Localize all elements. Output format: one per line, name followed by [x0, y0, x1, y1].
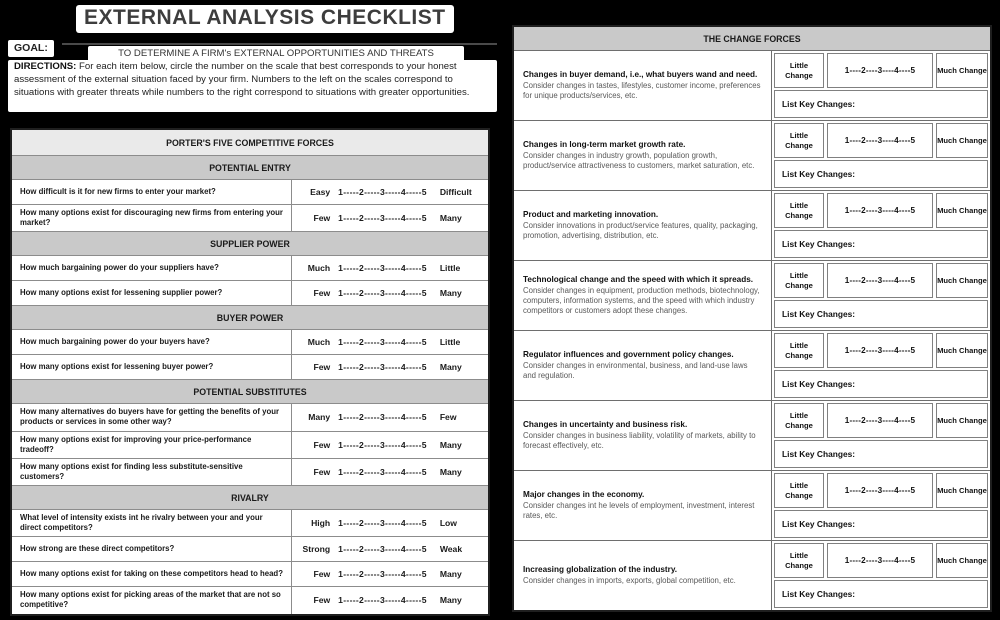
change-force-title: Regulator influences and government policy changes.: [523, 349, 734, 359]
scale-left-label: Few: [313, 569, 331, 580]
much-change-label: Much Change: [936, 53, 988, 88]
question-text: How many options exist for discouraging new firms from entering your market?: [12, 205, 292, 231]
rating-scale-row: [774, 473, 988, 508]
scale-right-label: Low: [439, 518, 457, 529]
change-force-row: [514, 330, 990, 400]
rating-scale[interactable]: [292, 330, 488, 354]
question-row: [12, 562, 488, 587]
question-text: How many options exist for lessening supplier power?: [12, 281, 292, 305]
little-change-label: Little Change: [774, 123, 824, 158]
list-key-changes-field[interactable]: List Key Changes:: [774, 230, 988, 258]
rating-scale[interactable]: [292, 459, 488, 485]
rating-scale[interactable]: [292, 256, 488, 280]
scale-right-label: Many: [439, 595, 462, 606]
change-force-detail: Consider changes in business liability, volatility of markets, ability to forecast effectively, etc.: [523, 431, 756, 451]
list-key-changes-field[interactable]: List Key Changes:: [774, 510, 988, 538]
rating-scale[interactable]: [292, 562, 488, 586]
rating-scale-row: [774, 263, 988, 298]
goal-divider-line: [62, 43, 497, 45]
question-row: [12, 281, 488, 306]
scale-right-label: Many: [439, 288, 462, 299]
page-title: EXTERNAL ANALYSIS CHECKLIST: [76, 5, 454, 33]
much-change-label: Much Change: [936, 403, 988, 438]
list-key-changes-field[interactable]: List Key Changes:: [774, 580, 988, 608]
much-change-label: Much Change: [936, 123, 988, 158]
rating-scale-row: [774, 123, 988, 158]
change-force-description: [514, 51, 772, 120]
rating-scale[interactable]: [292, 587, 488, 613]
question-text: How difficult is it for new firms to enter your market?: [12, 180, 292, 204]
little-change-label: Little Change: [774, 473, 824, 508]
question-row: [12, 355, 488, 380]
little-change-label: Little Change: [774, 333, 824, 368]
scale-left-label: Many: [308, 412, 331, 423]
rating-scale[interactable]: 1----2----3----4----5: [827, 333, 933, 368]
scale-right-label: Many: [439, 569, 462, 580]
question-row: [12, 404, 488, 431]
porter-table-title: PORTER'S FIVE COMPETITIVE FORCES: [12, 130, 488, 156]
rating-scale[interactable]: [292, 281, 488, 305]
scale-numbers[interactable]: 1-----2-----3-----4-----5: [338, 595, 427, 606]
scale-left-label: Few: [313, 595, 331, 606]
scale-right-label: Little: [439, 263, 461, 274]
change-force-title: Changes in long-term market growth rate.: [523, 139, 686, 149]
rating-scale[interactable]: 1----2----3----4----5: [827, 193, 933, 228]
question-text: How many options exist for improving your price-performance tradeoff?: [12, 432, 292, 458]
scale-numbers[interactable]: 1-----2-----3-----4-----5: [338, 362, 427, 373]
rating-area: [772, 541, 990, 610]
change-force-row: [514, 540, 990, 610]
rating-scale-row: [774, 53, 988, 88]
little-change-label: Little Change: [774, 193, 824, 228]
little-change-label: Little Change: [774, 403, 824, 438]
rating-area: [772, 51, 990, 120]
change-force-detail: Consider changes in equipment, production methods, biotechnology, computers, information systems, and the speed with which industry competitors or customers adopt these changes.: [523, 285, 760, 316]
scale-right-label: Little: [439, 337, 461, 348]
scale-right-label: Many: [439, 439, 462, 450]
change-force-row: [514, 51, 990, 120]
rating-scale[interactable]: [292, 404, 488, 430]
directions-label: DIRECTIONS:: [14, 61, 77, 72]
much-change-label: Much Change: [936, 263, 988, 298]
scale-numbers[interactable]: 1-----2-----3-----4-----5: [338, 288, 427, 299]
change-force-title: Technological change and the speed with which it spreads.: [523, 274, 754, 284]
question-text: How many options exist for picking areas of the market that are not so competitive?: [12, 587, 292, 613]
question-row: [12, 180, 488, 205]
scale-numbers[interactable]: 1-----2-----3-----4-----5: [338, 337, 427, 348]
change-force-title: Product and marketing innovation.: [523, 209, 659, 219]
change-force-title: Increasing globalization of the industry.: [523, 564, 678, 574]
scale-numbers[interactable]: 1-----2-----3-----4-----5: [338, 263, 427, 274]
change-force-row: [514, 470, 990, 540]
scale-left-label: Few: [313, 288, 331, 299]
scale-numbers[interactable]: 1-----2-----3-----4-----5: [338, 439, 427, 450]
question-text: How much bargaining power do your buyers have?: [12, 330, 292, 354]
change-force-detail: Consider changes in environmental, business, and land-use laws and regulation.: [523, 361, 748, 381]
goal-text: TO DETERMINE A FIRM's EXTERNAL OPPORTUNITIES AND THREATS: [88, 46, 464, 62]
question-text: How many options exist for finding less substitute-sensitive customers?: [12, 459, 292, 485]
rating-scale[interactable]: [292, 537, 488, 561]
question-text: How many options exist for lessening buyer power?: [12, 355, 292, 379]
question-text: How much bargaining power do your suppliers have?: [12, 256, 292, 280]
question-text: How strong are these direct competitors?: [12, 537, 292, 561]
rating-scale[interactable]: 1----2----3----4----5: [827, 53, 933, 88]
scale-numbers[interactable]: 1-----2-----3-----4-----5: [338, 544, 427, 555]
rating-scale-row: [774, 403, 988, 438]
question-row: [12, 587, 488, 613]
scale-numbers[interactable]: 1-----2-----3-----4-----5: [338, 187, 427, 197]
porter-forces-table: [10, 128, 490, 616]
change-force-title: Changes in uncertainty and business risk.: [523, 419, 688, 429]
goal-label: GOAL:: [8, 40, 54, 57]
change-force-description: [514, 191, 772, 260]
rating-scale[interactable]: 1----2----3----4----5: [827, 123, 933, 158]
rating-scale[interactable]: [292, 205, 488, 231]
scale-numbers[interactable]: 1-----2-----3-----4-----5: [338, 569, 427, 580]
question-text: What level of intensity exists int he rivalry between your and your direct competitors?: [12, 510, 292, 536]
scale-left-label: Few: [313, 362, 331, 373]
scale-numbers[interactable]: 1-----2-----3-----4-----5: [338, 518, 427, 529]
rating-scale[interactable]: [292, 180, 488, 204]
scale-right-label: Weak: [439, 544, 463, 555]
little-change-label: Little Change: [774, 53, 824, 88]
scale-left-label: Easy: [310, 187, 331, 197]
change-forces-table: [512, 25, 992, 612]
change-force-detail: Consider innovations in product/service features, quality, packaging, promotion, advertising, distribution, etc.: [523, 221, 758, 241]
change-force-row: [514, 400, 990, 470]
question-text: How many options exist for taking on these competitors head to head?: [12, 562, 292, 586]
much-change-label: Much Change: [936, 193, 988, 228]
scale-right-label: Difficult: [439, 187, 472, 197]
section-header: POTENTIAL ENTRY: [12, 156, 488, 180]
question-row: [12, 459, 488, 486]
scale-left-label: Few: [313, 439, 331, 450]
rating-scale[interactable]: [292, 510, 488, 536]
question-row: [12, 256, 488, 281]
question-text: How many alternatives do buyers have for getting the benefits of your products or services in some other way?: [12, 404, 292, 430]
question-row: [12, 432, 488, 459]
scale-left-label: Strong: [302, 544, 331, 555]
change-force-description: [514, 541, 772, 610]
scale-left-label: High: [311, 518, 331, 529]
rating-scale-row: [774, 193, 988, 228]
rating-area: [772, 331, 990, 400]
rating-scale[interactable]: 1----2----3----4----5: [827, 543, 933, 578]
scale-right-label: Many: [439, 362, 462, 373]
section-header: BUYER POWER: [12, 306, 488, 330]
change-force-row: [514, 120, 990, 190]
scale-numbers[interactable]: 1-----2-----3-----4-----5: [338, 412, 427, 423]
change-force-detail: Consider changes in tastes, lifestyles, customer income, preferences for unique products/services, etc.: [523, 81, 761, 101]
directions-paragraph: [8, 60, 497, 112]
rating-scale[interactable]: 1----2----3----4----5: [827, 473, 933, 508]
question-row: [12, 537, 488, 562]
scale-left-label: Much: [307, 337, 331, 348]
directions-text: For each item below, circle the number on the scale that best corresponds to your honest assessment of the external situation faced by your firm. Numbers to the left on the scales correspond to situations with greater threats while numbers to the right correspond to situations with greater opportunities.: [14, 61, 470, 98]
rating-scale-row: [774, 333, 988, 368]
scale-left-label: Much: [307, 263, 331, 274]
change-forces-body: [514, 51, 990, 610]
porter-table-body: [12, 156, 488, 614]
rating-scale[interactable]: [292, 432, 488, 458]
rating-area: [772, 191, 990, 260]
much-change-label: Much Change: [936, 333, 988, 368]
section-header: RIVALRY: [12, 486, 488, 510]
change-force-description: [514, 331, 772, 400]
rating-scale[interactable]: 1----2----3----4----5: [827, 403, 933, 438]
list-key-changes-field[interactable]: List Key Changes:: [774, 300, 988, 328]
rating-scale[interactable]: 1----2----3----4----5: [827, 263, 933, 298]
scale-left-label: Few: [313, 466, 331, 477]
much-change-label: Much Change: [936, 473, 988, 508]
change-force-detail: Consider changes int he levels of employment, investment, interest rates, etc.: [523, 501, 755, 521]
scale-right-label: Many: [439, 466, 462, 477]
change-force-row: [514, 190, 990, 260]
rating-area: [772, 121, 990, 190]
question-row: [12, 510, 488, 537]
change-force-title: Changes in buyer demand, i.e., what buyers wand and need.: [523, 69, 758, 79]
scale-right-label: Many: [439, 213, 462, 224]
rating-scale-row: [774, 543, 988, 578]
change-forces-title: THE CHANGE FORCES: [514, 27, 990, 51]
list-key-changes-field[interactable]: List Key Changes:: [774, 440, 988, 468]
rating-scale[interactable]: [292, 355, 488, 379]
change-force-row: [514, 260, 990, 330]
change-force-detail: Consider changes in imports, exports, global competition, etc.: [523, 576, 736, 586]
rating-area: [772, 471, 990, 540]
change-force-detail: Consider changes in industry growth, population growth, product/service attractiveness to customers, market saturation, etc.: [523, 151, 755, 171]
change-force-description: [514, 261, 772, 330]
little-change-label: Little Change: [774, 543, 824, 578]
rating-area: [772, 261, 990, 330]
change-force-description: [514, 121, 772, 190]
change-force-description: [514, 401, 772, 470]
change-force-title: Major changes in the economy.: [523, 489, 645, 499]
question-row: [12, 330, 488, 355]
list-key-changes-field[interactable]: List Key Changes:: [774, 370, 988, 398]
little-change-label: Little Change: [774, 263, 824, 298]
change-force-description: [514, 471, 772, 540]
much-change-label: Much Change: [936, 543, 988, 578]
section-header: POTENTIAL SUBSTITUTES: [12, 380, 488, 404]
scale-numbers[interactable]: 1-----2-----3-----4-----5: [338, 213, 427, 224]
scale-right-label: Few: [439, 412, 457, 423]
scale-left-label: Few: [313, 213, 331, 224]
question-row: [12, 205, 488, 232]
scale-numbers[interactable]: 1-----2-----3-----4-----5: [338, 466, 427, 477]
list-key-changes-field[interactable]: List Key Changes:: [774, 90, 988, 118]
list-key-changes-field[interactable]: List Key Changes:: [774, 160, 988, 188]
section-header: SUPPLIER POWER: [12, 232, 488, 256]
rating-area: [772, 401, 990, 470]
